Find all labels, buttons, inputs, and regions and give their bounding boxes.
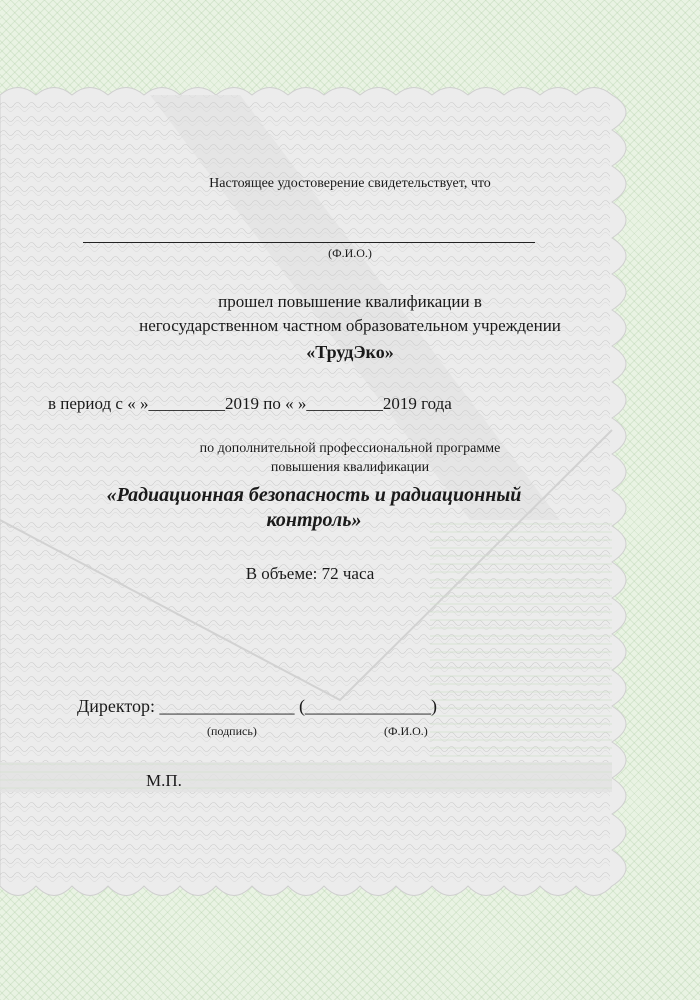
stamp-place: М.П. — [146, 771, 182, 790]
intro-text: Настоящее удостоверение свидетельствует, что — [209, 176, 491, 191]
completed-text-line2: негосударственном частном образовательном учреждении — [139, 316, 561, 335]
completed-text-line1: прошел повышение квалификации в — [218, 292, 482, 311]
organization-name: «ТрудЭко» — [306, 342, 394, 362]
study-period: в период с « »_________2019 по « »_________2019 года — [48, 394, 452, 413]
director-signature-line: Директор: _______________ (______________) — [77, 696, 438, 716]
director-fio-caption: (Ф.И.О.) — [384, 724, 428, 738]
course-volume: В объеме: 72 часа — [245, 564, 375, 583]
course-title-line2: контроль» — [266, 509, 362, 531]
fio-underline — [83, 242, 535, 243]
program-text-line1: по дополнительной профессиональной программе — [199, 441, 501, 456]
fio-caption: (Ф.И.О.) — [328, 246, 372, 260]
signature-caption: (подпись) — [207, 724, 257, 738]
program-text-line2: повышения квалификации — [270, 460, 430, 475]
course-title-line1: «Радиационная безопасность и радиационный — [106, 484, 522, 506]
